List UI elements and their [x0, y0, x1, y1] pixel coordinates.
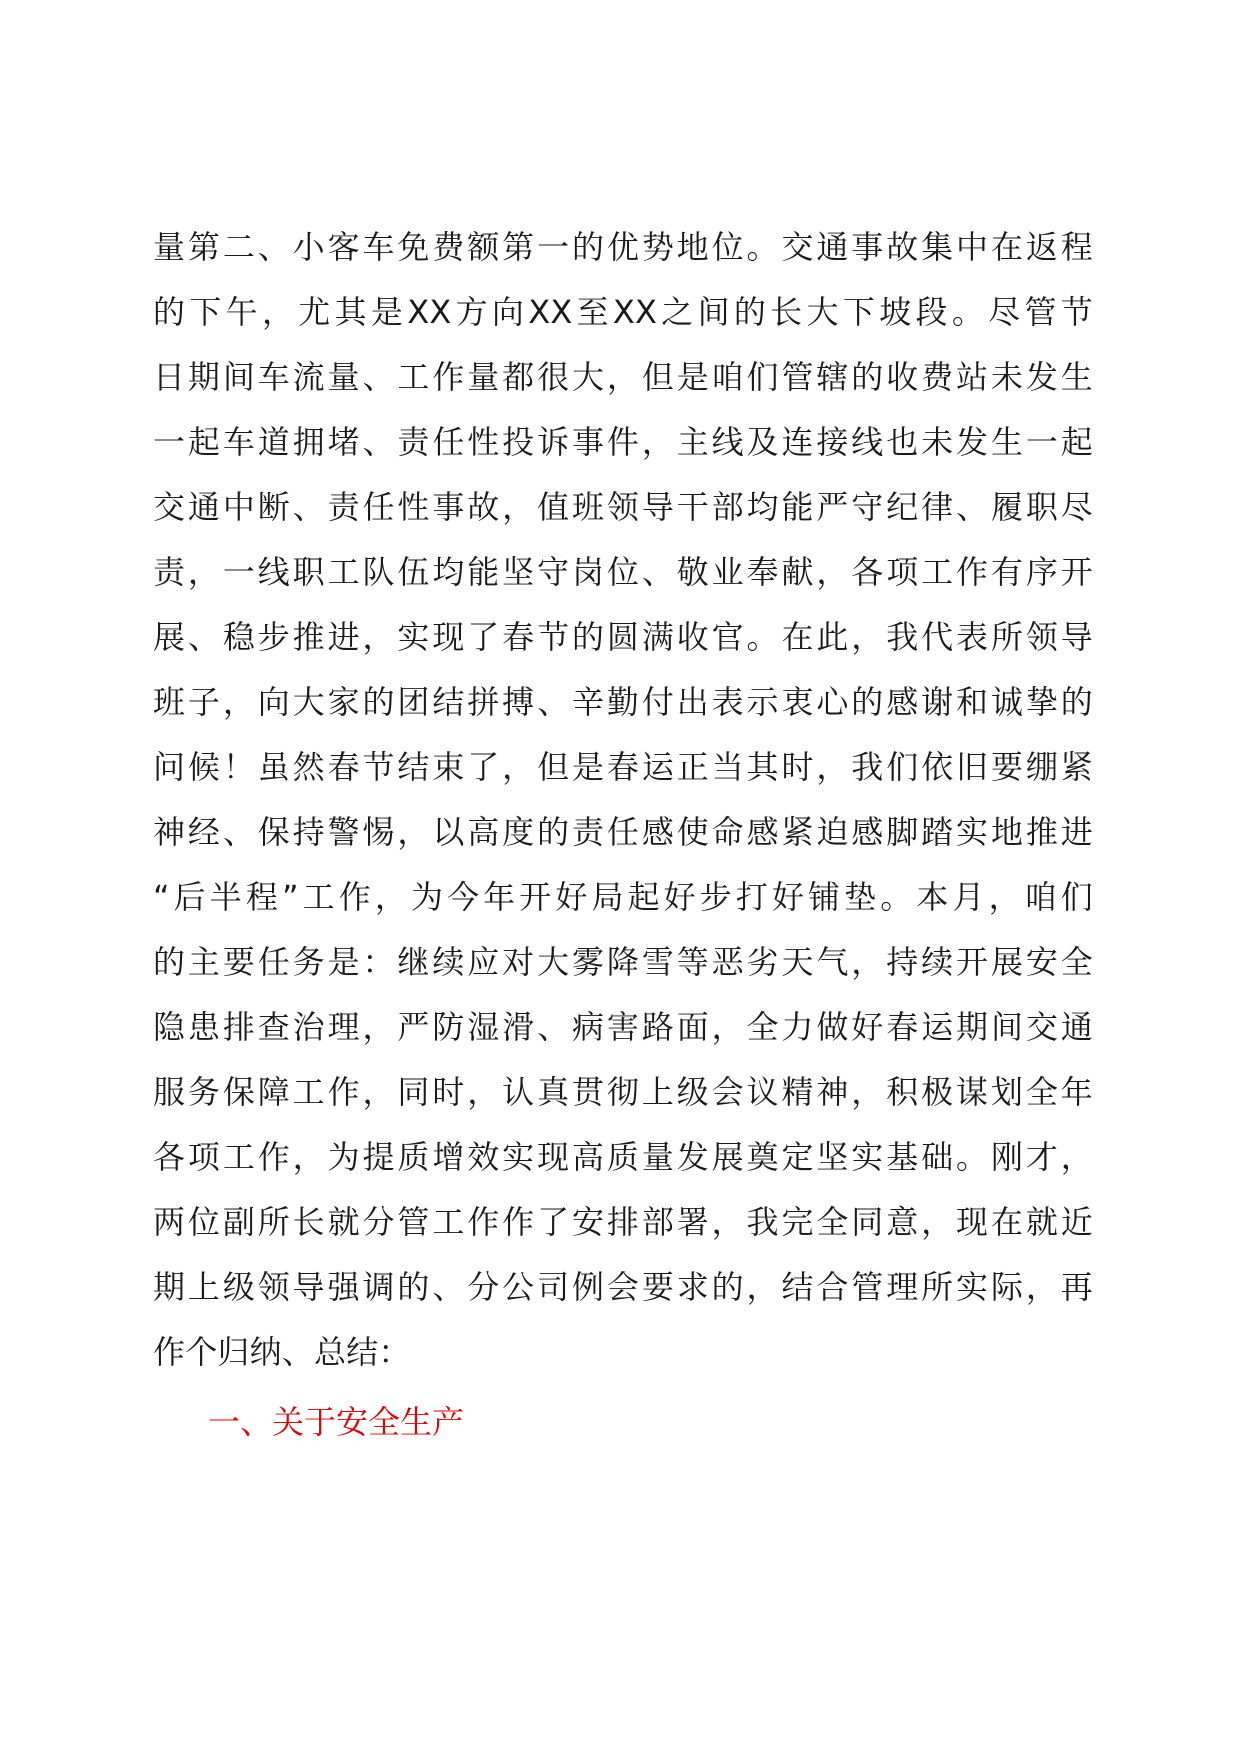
paragraph-line: 日期间车流量、工作量都很大，但是咱们管辖的收费站未发生 — [153, 358, 1093, 396]
paragraph-line: “后半程”工作，为今年开好局起好步打好铺垫。本月，咱们 — [153, 878, 1093, 916]
paragraph-line: 的主要任务是：继续应对大雾降雪等恶劣天气，持续开展安全 — [153, 943, 1093, 981]
paragraph-line: 的下午，尤其是XX方向XX至XX之间的长大下坡段。尽管节 — [153, 293, 1093, 331]
paragraph-line: 神经、保持警惕，以高度的责任感使命感紧迫感脚踏实地推进 — [153, 813, 1093, 851]
paragraph-line: 量第二、小客车免费额第一的优势地位。交通事故集中在返程 — [153, 228, 1093, 266]
paragraph-line: 问候！虽然春节结束了，但是春运正当其时，我们依旧要绷紧 — [153, 748, 1093, 786]
section-heading: 一、关于安全生产 — [208, 1403, 465, 1441]
paragraph-line: 作个归纳、总结： — [153, 1333, 411, 1371]
paragraph-line: 服务保障工作，同时，认真贯彻上级会议精神，积极谋划全年 — [153, 1073, 1093, 1111]
paragraph-line: 期上级领导强调的、分公司例会要求的，结合管理所实际，再 — [153, 1268, 1093, 1306]
paragraph-line: 一起车道拥堵、责任性投诉事件，主线及连接线也未发生一起 — [153, 423, 1093, 461]
paragraph-line: 展、稳步推进，实现了春节的圆满收官。在此，我代表所领导 — [153, 618, 1093, 656]
paragraph-line: 各项工作，为提质增效实现高质量发展奠定坚实基础。刚才， — [153, 1138, 1093, 1176]
paragraph-line: 班子，向大家的团结拼搏、辛勤付出表示衷心的感谢和诚挚的 — [153, 683, 1093, 721]
paragraph-line: 责，一线职工队伍均能坚守岗位、敬业奉献，各项工作有序开 — [153, 553, 1093, 591]
body-paragraph — [153, 215, 1093, 1385]
paragraph-line: 交通中断、责任性事故，值班领导干部均能严守纪律、履职尽 — [153, 488, 1093, 526]
paragraph-line: 隐患排查治理，严防湿滑、病害路面，全力做好春运期间交通 — [153, 1008, 1093, 1046]
paragraph-line: 两位副所长就分管工作作了安排部署，我完全同意，现在就近 — [153, 1203, 1093, 1241]
